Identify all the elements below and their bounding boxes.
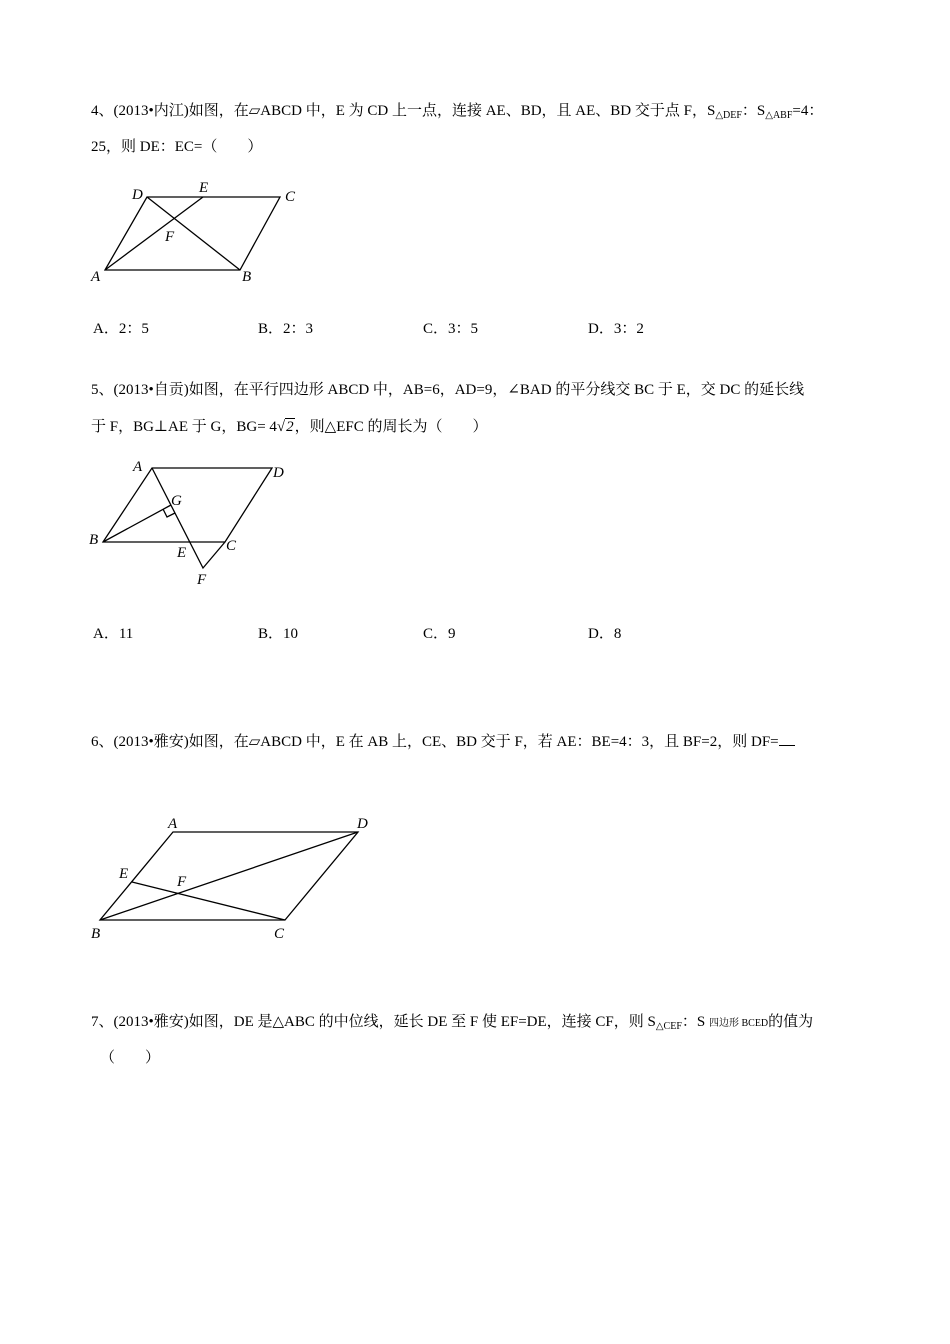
q6-label-d: D xyxy=(357,816,368,832)
q5-label-f: F xyxy=(197,572,207,588)
q6-label-b: B xyxy=(91,926,101,942)
q6-label-e: E xyxy=(119,866,129,882)
q4-label-c: C xyxy=(285,189,296,205)
q6-label-c: C xyxy=(274,926,285,942)
q5-option-a[interactable]: A．11 xyxy=(93,626,134,642)
q5-sqrt: √2 xyxy=(276,419,294,435)
q4-segment-ae xyxy=(105,197,203,270)
q5-segment-af-and-cf xyxy=(152,468,225,568)
q4-sub-abf: △ABF xyxy=(765,110,793,121)
q5-label-e: E xyxy=(177,545,187,561)
q4-label-d: D xyxy=(132,187,143,203)
q5-stem-line1: 5、(2013•自贡)如图，在平行四边形 ABCD 中，AB=6，AD=9，∠BAD 的平分线交 BC 于 E，交 DC 的延长线 xyxy=(91,382,805,398)
q5-label-g: G xyxy=(171,493,182,509)
q5-segment-bg xyxy=(103,505,171,542)
q5-option-c[interactable]: C．9 xyxy=(423,626,456,642)
q7-stem-line2: （ ） xyxy=(100,1050,161,1066)
q5-label-a: A xyxy=(133,459,143,475)
q4-label-b: B xyxy=(242,269,252,285)
q7-stem-line1: 7、(2013•雅安)如图，DE 是△ABC 的中位线，延长 DE 至 F 使 EF=DE，连接 CF，则 $S_{\triangle CEF}$：S 四边形 BCED的值为 xyxy=(91,1014,814,1032)
q4-label-a: A xyxy=(91,269,101,285)
q6-answer-blank[interactable] xyxy=(779,731,795,746)
q4-option-c[interactable]: C．3：5 xyxy=(423,321,479,337)
q5-label-b: B xyxy=(89,532,99,548)
q6-stem-line1: 6、(2013•雅安)如图，在▱ABCD 中，E 在 AB 上，CE、BD 交于 F，若 AE：BE=4：3，且 BF=2，则 DF= xyxy=(91,731,795,752)
q6-label-f: F xyxy=(177,874,187,890)
q6-label-a: A xyxy=(168,816,178,832)
q5-label-c: C xyxy=(226,538,237,554)
q4-label-f: F xyxy=(165,229,175,245)
q4-segment-bd xyxy=(147,197,240,270)
q7-sub-bced: 四边形 BCED xyxy=(708,1018,769,1029)
q4-parallelogram-figure xyxy=(85,175,315,290)
q5-option-d[interactable]: D．8 xyxy=(588,626,622,642)
q6-parallelogram-figure xyxy=(85,810,385,945)
q4-option-d[interactable]: D．3：2 xyxy=(588,321,644,337)
q4-option-b[interactable]: B．2：3 xyxy=(258,321,314,337)
q4-sub-def: △DEF xyxy=(715,110,742,121)
q5-stem-line2: 于 F，BG⊥AE 于 G，BG= 4√2，则△EFC 的周长为（ ） xyxy=(91,419,488,435)
q5-label-d: D xyxy=(273,465,284,481)
q4-label-e: E xyxy=(199,180,209,196)
q5-option-b[interactable]: B．10 xyxy=(258,626,299,642)
q4-stem-line2: 25，则 DE：EC=（ ） xyxy=(91,139,263,155)
q6-segment-bd xyxy=(100,832,358,920)
q4-option-a[interactable]: A．2：5 xyxy=(93,321,149,337)
q7-sub-cef: △CEF xyxy=(655,1021,682,1032)
q4-stem-line1: 4、(2013•内江)如图，在▱ABCD 中，E 为 CD 上一点，连接 AE、BD，且 AE、BD 交于点 F，$S_{\triangle DEF}$：$S_{\triangle ABF}=4$： xyxy=(91,103,824,121)
q5-parallelogram xyxy=(103,468,272,542)
q5-parallelogram-figure xyxy=(85,455,305,590)
